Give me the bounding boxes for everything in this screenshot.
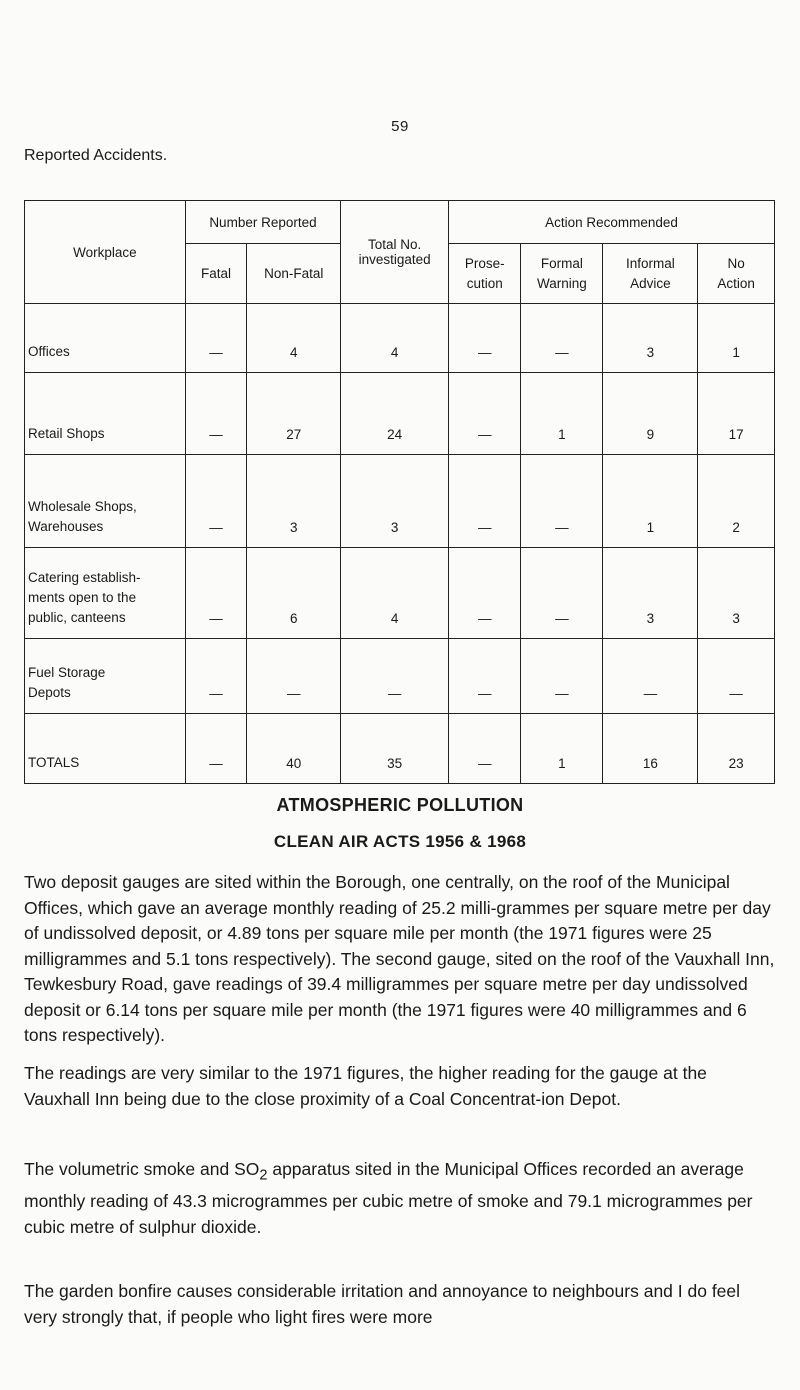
- table-row: [25, 639, 775, 714]
- non-fatal-cell: 4: [247, 304, 341, 373]
- page-number: 59: [391, 118, 409, 135]
- informal-advice-cell: 1: [603, 455, 698, 548]
- paragraph-smoke-so2-part2: apparatus sited in the Municipal Offices recorded an average monthly reading of 43.3 microgrammes per cubic metre of smoke and 79.1 microgrammes per cubic metre of sulphur dioxide.: [24, 1159, 753, 1237]
- header-no-action: [698, 244, 775, 304]
- header-total-line1: Total No.: [367, 237, 422, 252]
- fatal-cell: —: [185, 455, 247, 548]
- no-action-cell: —: [698, 639, 775, 714]
- workplace-cell: TOTALS: [25, 714, 186, 784]
- fatal-cell: —: [185, 548, 247, 639]
- paragraph-smoke-so2: [24, 1157, 776, 1240]
- workplace-line2: ments open to the: [28, 590, 137, 605]
- header-total-line2: investigated: [358, 252, 431, 267]
- table-caption: Reported Accidents.: [24, 147, 168, 164]
- header-number-reported: Number Reported: [185, 201, 340, 244]
- workplace-cell: Retail Shops: [25, 373, 186, 455]
- workplace-cell: [25, 455, 186, 548]
- fatal-cell: —: [185, 714, 247, 784]
- workplace-line1: Fuel Storage: [28, 665, 106, 680]
- informal-advice-cell: 9: [603, 373, 698, 455]
- workplace-cell: [25, 639, 186, 714]
- header-informal-line1: Informal: [625, 255, 675, 271]
- fatal-cell: —: [185, 304, 247, 373]
- no-action-cell: 1: [698, 304, 775, 373]
- total-cell: 4: [341, 548, 449, 639]
- formal-warning-cell: —: [521, 304, 603, 373]
- non-fatal-cell: 6: [247, 548, 341, 639]
- total-cell: 3: [341, 455, 449, 548]
- table-row: [25, 304, 775, 373]
- no-action-cell: 2: [698, 455, 775, 548]
- header-informal-advice: [603, 244, 698, 304]
- reported-accidents-table: [24, 200, 775, 784]
- non-fatal-cell: 40: [247, 714, 341, 784]
- section-title: ATMOSPHERIC POLLUTION: [276, 795, 524, 815]
- header-no-action-line1: No: [727, 255, 745, 271]
- total-cell: 24: [341, 373, 449, 455]
- table-row: [25, 455, 775, 548]
- header-informal-line2: Advice: [630, 275, 671, 291]
- header-no-action-line2: Action: [717, 275, 755, 291]
- header-fatal: Fatal: [185, 244, 247, 304]
- table-row: [25, 548, 775, 639]
- workplace-cell: [25, 548, 186, 639]
- formal-warning-cell: —: [521, 639, 603, 714]
- workplace-line1: Catering establish-: [28, 570, 141, 585]
- prosecution-cell: —: [449, 373, 521, 455]
- prosecution-cell: —: [449, 714, 521, 784]
- non-fatal-cell: —: [247, 639, 341, 714]
- prosecution-cell: —: [449, 548, 521, 639]
- fatal-cell: —: [185, 373, 247, 455]
- formal-warning-cell: —: [521, 548, 603, 639]
- total-cell: 35: [341, 714, 449, 784]
- prosecution-cell: —: [449, 304, 521, 373]
- workplace-line2: Warehouses: [28, 519, 104, 534]
- formal-warning-cell: —: [521, 455, 603, 548]
- paragraph-readings: The readings are very similar to the 1971 figures, the higher reading for the gauge at the Vauxhall Inn being due to the close proximity of a Coal Concentrat-ion Depot.: [24, 1063, 707, 1109]
- paragraph-deposit-gauges: Two deposit gauges are sited within the Borough, one centrally, on the roof of the Municipal Offices, which gave an average monthly reading of 25.2 milli-grammes per square metre per day of undissolved deposit, or 4.89 tons per square mile per month (the 1971 figures were 25 milligrammes and 5.1 tons respectively). The second gauge, sited on the roof of the Vauxhall Inn, Tewkesbury Road, gave readings of 39.4 milligrammes per square metre per day undissolved deposit or 6.14 tons per square mile per month (the 1971 figures were 40 milligrammes and 6 tons respectively).: [24, 872, 775, 1045]
- no-action-cell: 23: [698, 714, 775, 784]
- prosecution-cell: —: [449, 455, 521, 548]
- formal-warning-cell: 1: [521, 373, 603, 455]
- workplace-line2: Depots: [28, 685, 71, 700]
- header-workplace: Workplace: [25, 201, 186, 304]
- formal-warning-cell: 1: [521, 714, 603, 784]
- header-prosecution: [449, 244, 521, 304]
- header-formal-warning: [521, 244, 603, 304]
- informal-advice-cell: 16: [603, 714, 698, 784]
- section-subtitle: CLEAN AIR ACTS 1956 & 1968: [273, 832, 527, 851]
- non-fatal-cell: 27: [247, 373, 341, 455]
- fatal-cell: —: [185, 639, 247, 714]
- header-prosecution-line2: cution: [466, 275, 503, 291]
- so2-subscript: 2: [259, 1167, 268, 1184]
- header-prosecution-line1: Prose-: [464, 255, 505, 271]
- informal-advice-cell: —: [603, 639, 698, 714]
- total-cell: 4: [341, 304, 449, 373]
- informal-advice-cell: 3: [603, 304, 698, 373]
- paragraph-bonfire: The garden bonfire causes considerable irritation and annoyance to neighbours and I do feel very strongly that, if people who light fires were more: [24, 1281, 741, 1327]
- table-row: [25, 714, 775, 784]
- workplace-cell: Offices: [25, 304, 186, 373]
- workplace-line1: Wholesale Shops,: [28, 499, 137, 514]
- header-action-recommended: Action Recommended: [449, 201, 775, 244]
- total-cell: —: [341, 639, 449, 714]
- header-total-investigated: [341, 201, 449, 304]
- paragraph-smoke-so2-part1: The volumetric smoke and SO: [24, 1159, 260, 1179]
- header-formal-line2: Warning: [536, 275, 587, 291]
- non-fatal-cell: 3: [247, 455, 341, 548]
- header-formal-line1: Formal: [540, 255, 583, 271]
- no-action-cell: 17: [698, 373, 775, 455]
- informal-advice-cell: 3: [603, 548, 698, 639]
- no-action-cell: 3: [698, 548, 775, 639]
- workplace-line3: public, canteens: [28, 610, 126, 625]
- header-non-fatal: Non-Fatal: [247, 244, 341, 304]
- prosecution-cell: —: [449, 639, 521, 714]
- table-row: [25, 373, 775, 455]
